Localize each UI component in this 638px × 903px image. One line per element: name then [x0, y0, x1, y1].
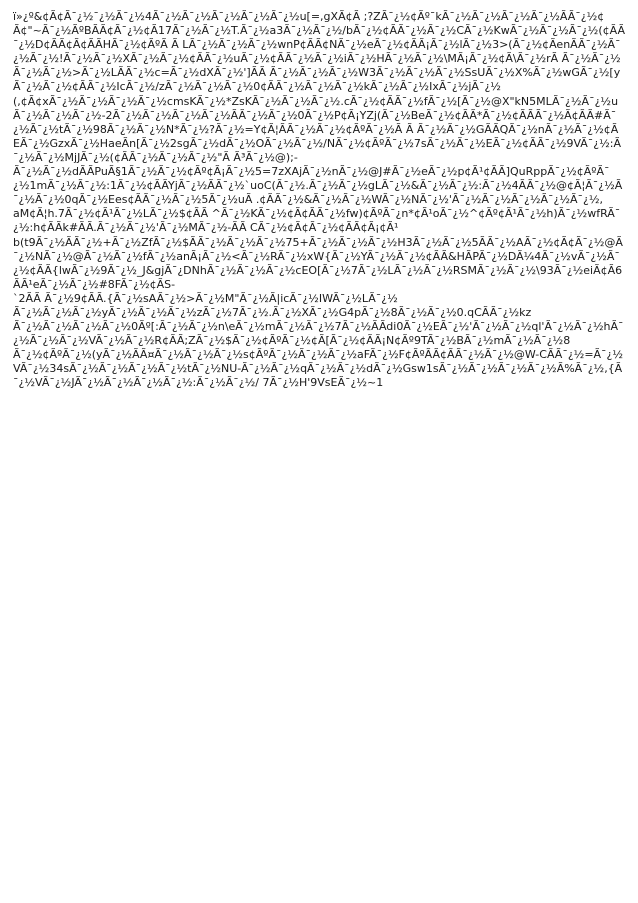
document-body-text: ï»¿º&¢Ã¢Ã¯¿½¯¿½Ã¯¿½4Ã¯¿½Ã¯¿½Ã¯¿½Ã¯¿½Ã¯¿½u[=,gXÃ¢Ã ;?ZÃ¯¿½¢Ãº¯kÃ¯¿½Ã¯¿½Ã¯¿½Ã¯¿½ÃÃ¯¿½¢Ã¢"~Ã¯¿½ÃºBÃÃ¢Ã¯¿½¢Ã17Ã¯¿½Ã¯¿½T.Ã¯¿½a3Ã¯¿½Ã¯¿½/bÃ¯¿½¢ÃÃ¯¿½Ã¯¿½CÃ¯¿½KwÃ¯¿½Ã¯¿½Ã¯¿½(¢ÃÃ¯¿½D¢ÃÃ¢Ã¢ÃÃHÃ¯¿½¢ÃºÃ Ã LÃ¯¿½Ã¯¿½Ã¯¿½wnP¢ÃÃ¢NÃ¯¿½eÃ¯¿½¢ÃÃ¡Ã¯¿½lÃ¯¿½3>(Ã¯¿½¢ÃenÃÃ¯¿½Ã¯¿½Ã¯¿½!Ã¯¿½Ã¯¿½XÃ¯¿½Ã¯¿½¢ÃÃ¯¿½uÃ¯¿½¢ÃÃ¯¿½Ã¯¿½iÃ¯¿½HÃ¯¿½Ã¯¿½\MÃ¡Ã¯¿½¢Ã\Ã¯¿½rÃ Ã¯¿½Ã¯¿½Ã¯¿½Ã¯¿½>Ã¯¿½LÃÃ¯¿½c=Ã¯¿½dXÃ¯¿½']ÃÃ Ã¯¿½Ã¯¿½Ã¯¿½W3Ã¯¿½Ã¯¿½Ã¯¿½SsUÃ¯¿½X%Ã¯¿½wGÃ¯¿½[yÃ¯¿½Ã¯¿½¢ÃÃ¯¿½IcÃ¯¿½/zÃ¯¿½Ã¯¿½Ã¯¿½0¢ÃÃ¯¿½Ã¯¿½Ã¯¿½kÃ¯¿½Ã¯¿½IxÃ¯¿½jÃ¯¿½ (,¢Ã¢xÃ¯¿½Ã¯¿½Ã¯¿½Ã¯¿½cmsKÃ¯¿½*ZsKÃ¯¿½Ã¯¿½Ã¯¿½.cÃ¯¿½¢ÃÃ¯¿½fÃ¯¿½[Ã¯¿½@X"kN5MLÃ¯¿½Ã¯¿½uÃ¯¿½Ã¯¿½Ã¯¿½-2Ã¯¿½Ã¯¿½Ã¯¿½Ã¯¿½ÃÃ¯¿½Ã¯¿½0Ã¯¿½P¢Ã¡YZj(Ã¯¿½BeÃ¯¿½¢ÃÃ*Ã¯¿½¢ÃÃÃ¯¿½Ã¢ÃÃ#Ã¯¿½Ã¯¿½tÃ¯¿½98Ã¯¿½Ã¯¿½N*Ã¯¿½?Ã¯¿½=Y¢Ã¦ÃÃ¯¿½Ã¯¿½¢ÃºÃ¯¿½Ã Ã Ã¯¿½Ã¯¿½GÃÃQÃ¯¿½nÃ¯¿½Ã¯¿½¢ÃEÃ¯¿½GzxÃ¯¿½HaeÃn[Ã¯¿½2sgÃ¯¿½dÃ¯¿½OÃ¯¿½Ã¯¿½/NÃ¯¿½¢ÃºÃ¯¿½7sÃ¯¿½Ã¯¿½EÃ¯¿½¢ÃÃ¯¿½9VÃ¯¿½:Ã¯¿½Ã¯¿½MjJÃ¯¿½(¢ÃÃ¯¿½Ã¯¿½Ã¯¿½"Ã Ã³Ã¯¿½@);- Ã¯¿½Ã¯¿½dÃÃPuÃ§1Ã¯¿½Ã¯¿½¢Ãº¢Ã¡Ã¯¿½5=7zXAjÃ¯¿½nÃ¯¿½@J#Ã¯¿½eÃ¯¿½p¢Ã¹¢ÃÃ]QuRppÃ¯¿½¢ÃºÃ¯¿½1mÃ¯¿½Ã¯¿½:1Ã¯¿½¢ÃÃYjÃ¯¿½ÃÃ¯¿½`uoC(Ã¯¿½.Ã¯¿½Ã¯¿½gLÃ¯¿½&Ã¯¿½Ã¯¿½:Ã¯¿½4ÃÃ¯¿½@¢Ã¦Ã¯¿½Ã¯¿½Ã¯¿½0qÃ¯¿½Ees¢ÃÃ¯¿½Ã¯¿½5Ã¯¿½uÃ .¢ÃÃ¯¿½&Ã¯¿½Ã¯¿½WÃ¯¿½NÃ¯¿½'Ã¯¿½Ã¯¿½Ã¯¿½Ã¯¿½Ã¯¿½, aM¢Ã¦h.7Ã¯¿½¢Ã¹Ã¯¿½LÃ¯¿½$¢ÃÃ ^Ã¯¿½KÃ¯¿½¢Ã¢ÃÃ¯¿½fw)¢ÃºÃ¯¿n*¢Ã¹oÃ¯¿½^¢Ãº¢Ã¹Ã¯¿½h)Ã¯¿½wfRÃ¯¿½:h¢ÃÃk#ÃÃ.Ã¯¿½Ã¯¿½'Ã¯¿½MÃ¯¿½-ÃÃ CÃ¯¿½¢Ã¢Ã¯¿½¢ÃÃ¢Ã¡¢Ã¹ b(t9Ã¯¿½ÃÃ¯¿½+Ã¯¿½ZfÃ¯¿½$ÃÃ¯¿½Ã¯¿½Ã¯¿½75+Ã¯¿½Ã¯¿½Ã¯¿½H3Ã¯¿½Ã¯¿½5ÃÃ¯¿½AÃ¯¿½¢Ã¢Ã¯¿½@Ã¯¿½NÃ¯¿½@Ã¯¿½Ã¯¿½fÃ¯¿½anÃ¡Ã¯¿½<Ã¯¿½RÃ¯¿½xW{Ã¯¿½YÃ¯¿½Ã¯¿½¢ÃÃ&HÃPÃ¯¿½DÃ¼4Ã¯¿½vÃ¯¿½Ã¯¿½¢ÃÃ{lwÃ¯¿½9Ã¯¿½_J&gjÃ¯¿DNhÃ¯¿½Ã¯¿½Ã¯¿½cEO[Ã¯¿½7Ã¯¿½LÃ¯¿½Ã¯¿½RSMÃ¯¿½Ã¯¿½\93Ã¯¿½eiÃ¢Ã6ÃÃ¹eÃ¯¿½Ã¯¿½#8FÃ¯¿½¢ÃS- `2ÃÃ Ã¯¿½9¢ÃÃ.{Ã¯¿½sAÃ¯¿½>Ã¯¿½M"Ã¯¿½Ã|icÃ¯¿½IWÃ¯¿½LÃ¯¿½ Ã¯¿½Ã¯¿½Ã¯¿½yÃ¯¿½Ã¯¿½Ã¯¿½zÃ¯¿½7Ã¯¿½.Ã¯¿½XÃ¯¿½G4pÃ¯¿½8Ã¯¿½Ã¯¿½0.qCÃÃ¯¿½kz Ã¯¿½Ã¯¿½Ã¯¿½Ã¯¿½0Ãº[:Ã¯¿½Ã¯¿½n\eÃ¯¿½mÃ¯¿½Ã¯¿½7Ã¯¿½ÃÃdi0Ã¯¿½EÃ¯¿½'Ã¯¿½Ã¯¿½ql'Ã¯¿½Ã¯¿½hÃ¯¿½Ã¯¿½Ã¯¿½VÃ¯¿½Ã¯¿½R¢ÃÃ;ZÃ¯¿½$Ã¯¿½¢ÃºÃ¯¿½¢Ã[Ã¯¿½¢ÃÃ¡N¢Ãº9TÃ¯¿½BÃ¯¿½mÃ¯¿½Ã¯¿½8 Ã¯¿½¢ÃºÃ¯¿½(yÃ¯¿½ÃÃ¤Ã¯¿½Ã¯¿½Ã¯¿½s¢ÃºÃ¯¿½Ã¯¿½Ã¯¿½aFÃ¯¿½F¢ÃºÃÃ¢ÃÃ¯¿½Ã¯¿½@W-CÃÃ¯¿½=Ã¯¿½VÃ¯¿½34sÃ¯¿½Ã¯¿½Ã¯¿½Ã¯¿½tÃ¯¿½NU-Ã¯¿½Ã¯¿½qÃ¯¿½Ã¯¿½dÃ¯¿½Gsw1sÃ¯¿½Ã¯¿½Ã¯¿½Ã¯¿½Ã%Ã¯¿½,{Ã¯¿½VÃ¯¿½JÃ¯¿½Ã¯¿½Ã¯¿½Ã¯¿½:Ã¯¿½Ã¯¿½/ 7Ã¯¿½H'9VsEÃ¯¿½~1	[13, 10, 625, 390]
